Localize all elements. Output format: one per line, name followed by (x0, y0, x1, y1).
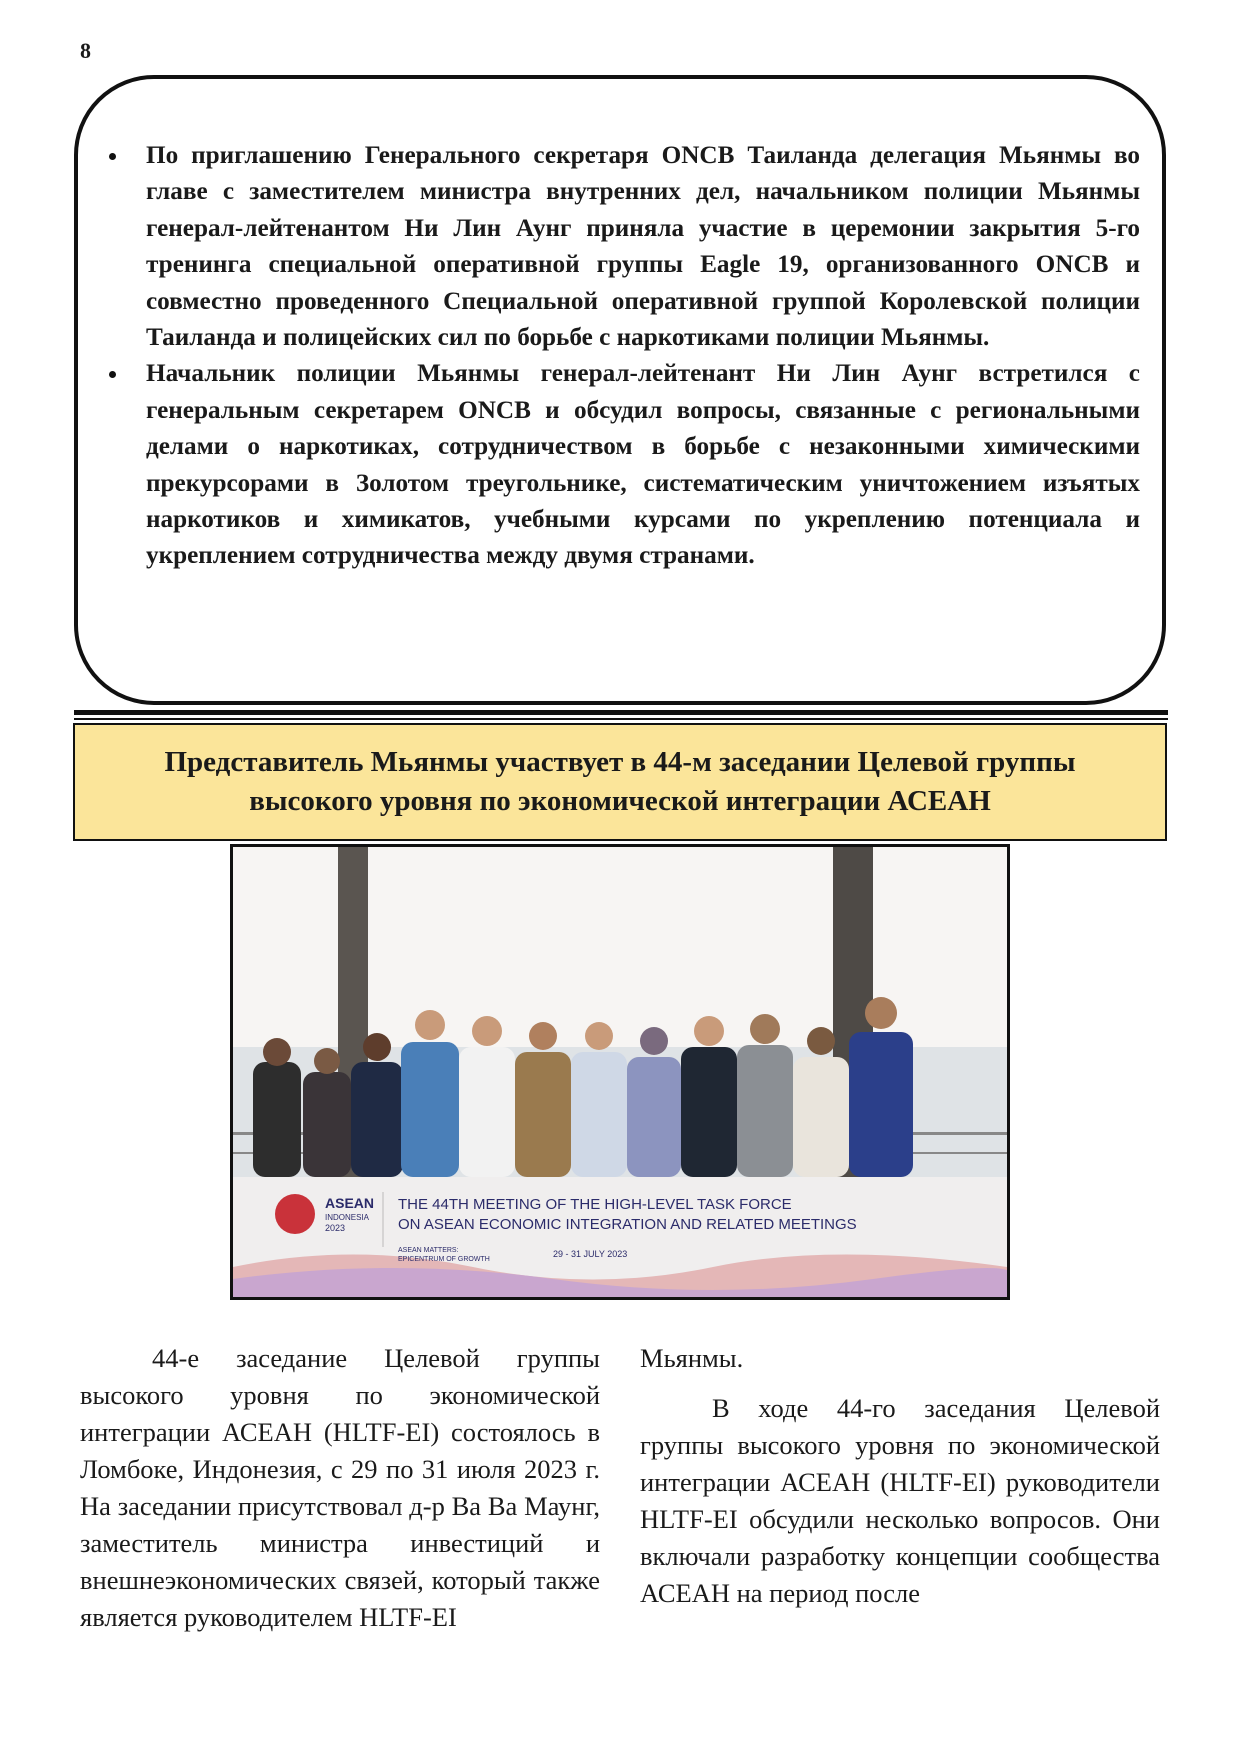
banner-sub-2: EPICENTRUM OF GROWTH (398, 1256, 490, 1263)
article-paragraph: В ходе 44-го заседания Целевой группы высокого уровня по экономической интеграции АСЕАН (HLTF-EI) руководители HLTF-EI обсудили несколько вопросов. Они включали разработку концепции сообщества АСЕАН на период после (640, 1393, 1160, 1608)
bullet-item (100, 356, 1140, 574)
banner-logo-year: 2023 (325, 1223, 346, 1233)
banner-logo-indonesia: INDONESIA (325, 1213, 370, 1222)
bullet-text: Начальник полиции Мьянмы генерал-лейтенант Ни Лин Аунг встретился с генеральным секретарем ONCB и обсудил вопросы, связанные с региональными делами о наркотиках, сотрудничеством в борьбе с незаконными химическими прекурсорами в Золотом треугольнике, систематическим уничтожением изъятых наркотиков и химикатов, учебными курсами по укреплению потенциала и укреплением сотрудничества между двумя странами. (146, 360, 1140, 570)
article-paragraph: 44-е заседание Целевой группы высокого уровня по экономической интеграции АСЕАН (HLTF-EI) состоялось в Ломбоке, Индонезия, с 29 по 31 июля 2023 г. На заседании присутствовал д-р Ва Ва Маунг, заместитель министра инвестиций и внешнеэкономических связей, который также является руководителем HLTF-EI (80, 1343, 600, 1632)
banner-title-2: ON ASEAN ECONOMIC INTEGRATION AND RELATED MEETINGS (398, 1216, 857, 1233)
article-paragraph-continued: Мьянмы. (640, 1343, 744, 1373)
section-headline (73, 723, 1167, 841)
bullet-list (100, 138, 1140, 575)
headline-line-2: высокого уровня по экономической интеграции АСЕАН (249, 785, 991, 817)
group-photo-image (233, 847, 1007, 1297)
banner-dates: 29 - 31 JULY 2023 (553, 1249, 628, 1259)
headline-line-1: Представитель Мьянмы участвует в 44-м заседании Целевой группы (164, 746, 1076, 778)
asean-logo-icon (275, 1194, 315, 1234)
bullet-dot-icon (109, 371, 116, 378)
banner-logo-asean: ASEAN (325, 1195, 375, 1211)
banner-sub-1: ASEAN MATTERS: (398, 1247, 459, 1254)
section-divider-thin (74, 718, 1168, 720)
article-column-right (640, 1340, 1160, 1612)
page-number: 8 (80, 38, 91, 63)
section-divider-thick (74, 710, 1168, 715)
bullet-dot-icon (109, 153, 116, 160)
banner-title-1: THE 44TH MEETING OF THE HIGH-LEVEL TASK FORCE (398, 1196, 792, 1213)
group-photo (230, 844, 1010, 1300)
article-column-left (80, 1340, 600, 1636)
bullet-item (100, 138, 1140, 356)
bullet-text: По приглашению Генерального секретаря ONCB Таиланда делегация Мьянмы во главе с заместителем министра внутренних дел, начальником полиции Мьянмы генерал-лейтенантом Ни Лин Аунг приняла участие в церемонии закрытия 5-го тренинга специальной оперативной группы Eagle 19, организованного ONCB и совместно проведенного Специальной оперативной группой Королевской полиции Таиланда и полицейских сил по борьбе с наркотиками полиции Мьянмы. (146, 142, 1140, 352)
